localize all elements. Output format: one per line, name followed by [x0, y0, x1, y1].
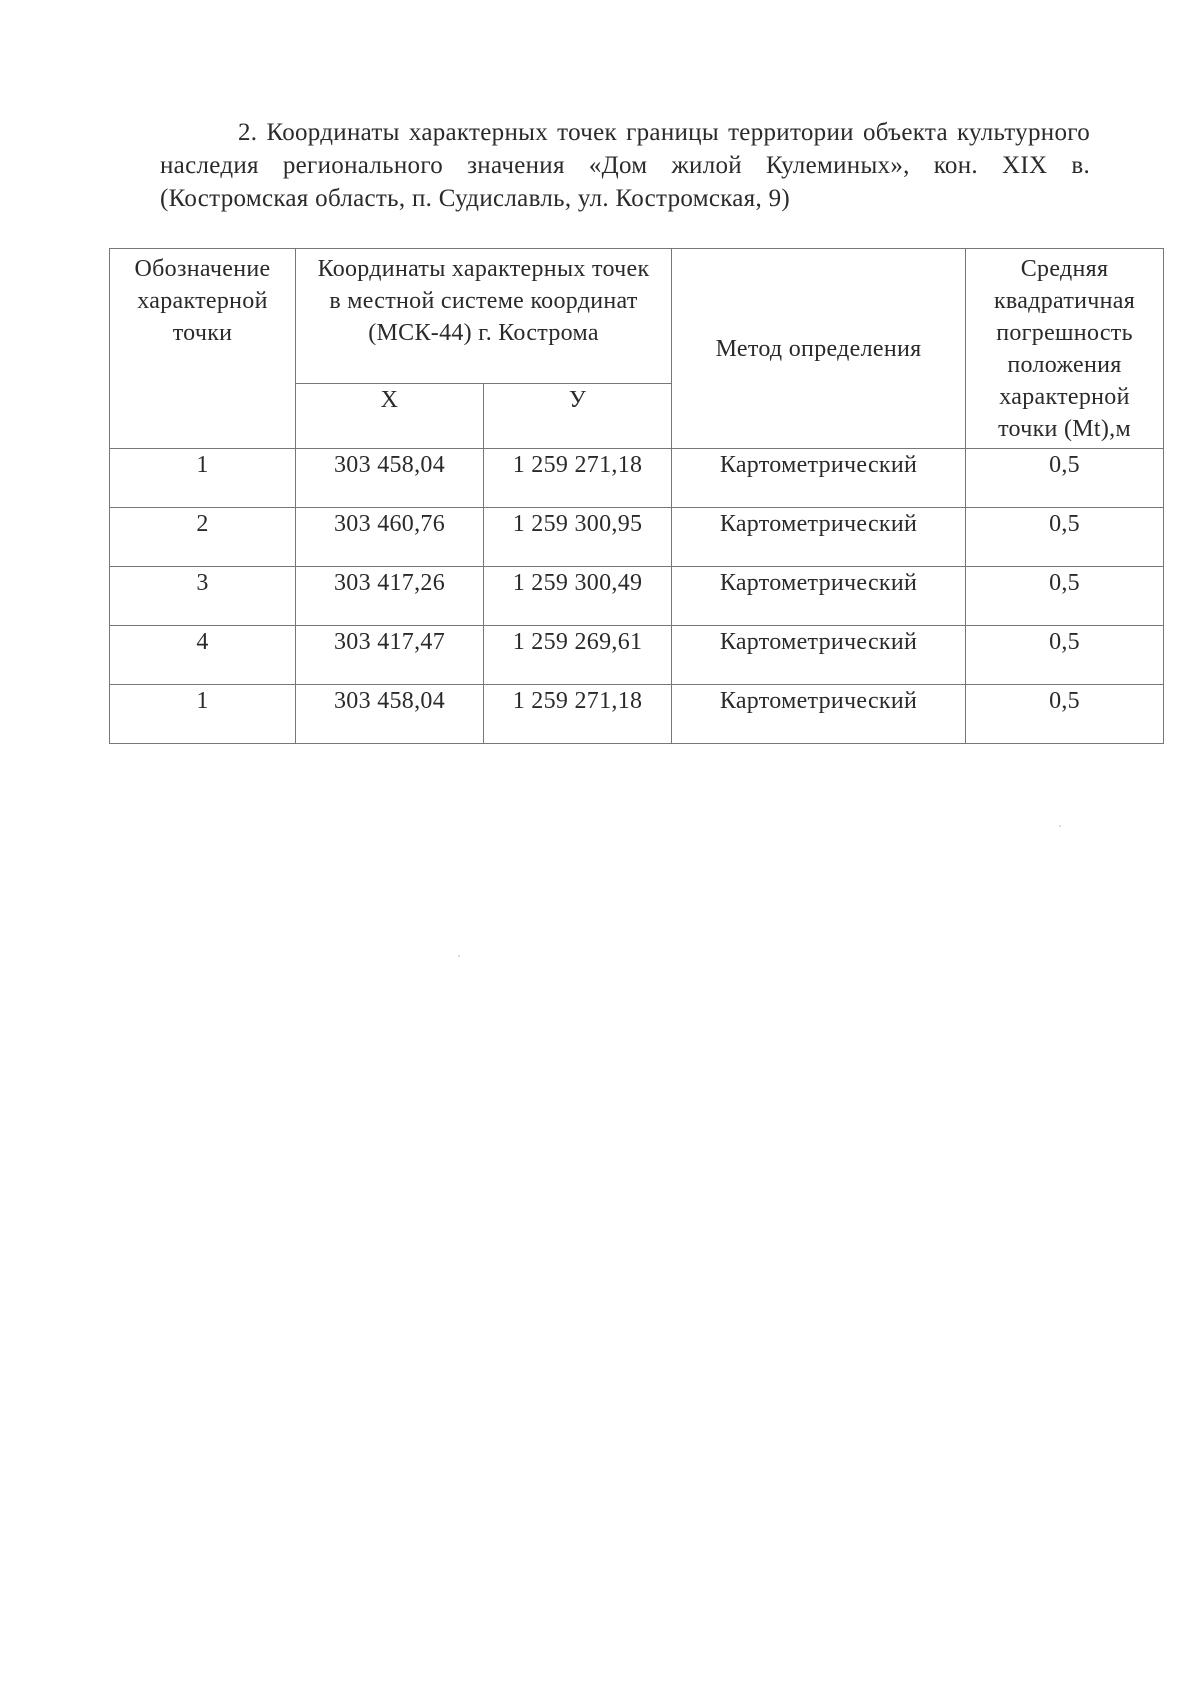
cell-method: Картометрический [672, 685, 966, 744]
cell-point: 2 [110, 508, 296, 567]
scan-speck [1059, 825, 1061, 827]
table-header-row [110, 249, 1164, 384]
cell-error: 0,5 [966, 626, 1164, 685]
cell-error: 0,5 [966, 508, 1164, 567]
header-error: Средняя квадратичная погрешность положения характерной точки (Mt),м [966, 249, 1164, 449]
cell-y: 1 259 271,18 [484, 449, 672, 508]
table-row [110, 626, 1164, 685]
cell-x: 303 458,04 [296, 449, 484, 508]
cell-method: Картометрический [672, 449, 966, 508]
cell-point: 4 [110, 626, 296, 685]
table-row [110, 449, 1164, 508]
cell-error: 0,5 [966, 567, 1164, 626]
cell-y: 1 259 300,95 [484, 508, 672, 567]
cell-method: Картометрический [672, 626, 966, 685]
section-heading [160, 116, 1090, 215]
header-method: Метод определения [672, 249, 966, 449]
cell-y: 1 259 269,61 [484, 626, 672, 685]
cell-point: 3 [110, 567, 296, 626]
cell-method: Картометрический [672, 508, 966, 567]
cell-x: 303 460,76 [296, 508, 484, 567]
header-x: Х [296, 384, 484, 449]
cell-point: 1 [110, 685, 296, 744]
table-row [110, 508, 1164, 567]
table-row [110, 567, 1164, 626]
header-y: У [484, 384, 672, 449]
cell-error: 0,5 [966, 449, 1164, 508]
cell-x: 303 417,47 [296, 626, 484, 685]
cell-method: Картометрический [672, 567, 966, 626]
cell-x: 303 458,04 [296, 685, 484, 744]
cell-y: 1 259 271,18 [484, 685, 672, 744]
cell-y: 1 259 300,49 [484, 567, 672, 626]
cell-point: 1 [110, 449, 296, 508]
scan-speck [458, 955, 460, 957]
header-point: Обозначение характерной точки [110, 249, 296, 449]
section-heading-text: 2. Координаты характерных точек границы территории объекта культурного наследия регионального значения «Дом жилой Кулеминых», кон. XIX в. (Костромская область, п. Судиславль, ул. Костромская, 9) [160, 119, 1090, 212]
cell-x: 303 417,26 [296, 567, 484, 626]
table-row [110, 685, 1164, 744]
cell-error: 0,5 [966, 685, 1164, 744]
coordinates-table [109, 248, 1164, 744]
header-coordinates: Координаты характерных точек в местной системе координат (МСК-44) г. Кострома [296, 249, 672, 384]
